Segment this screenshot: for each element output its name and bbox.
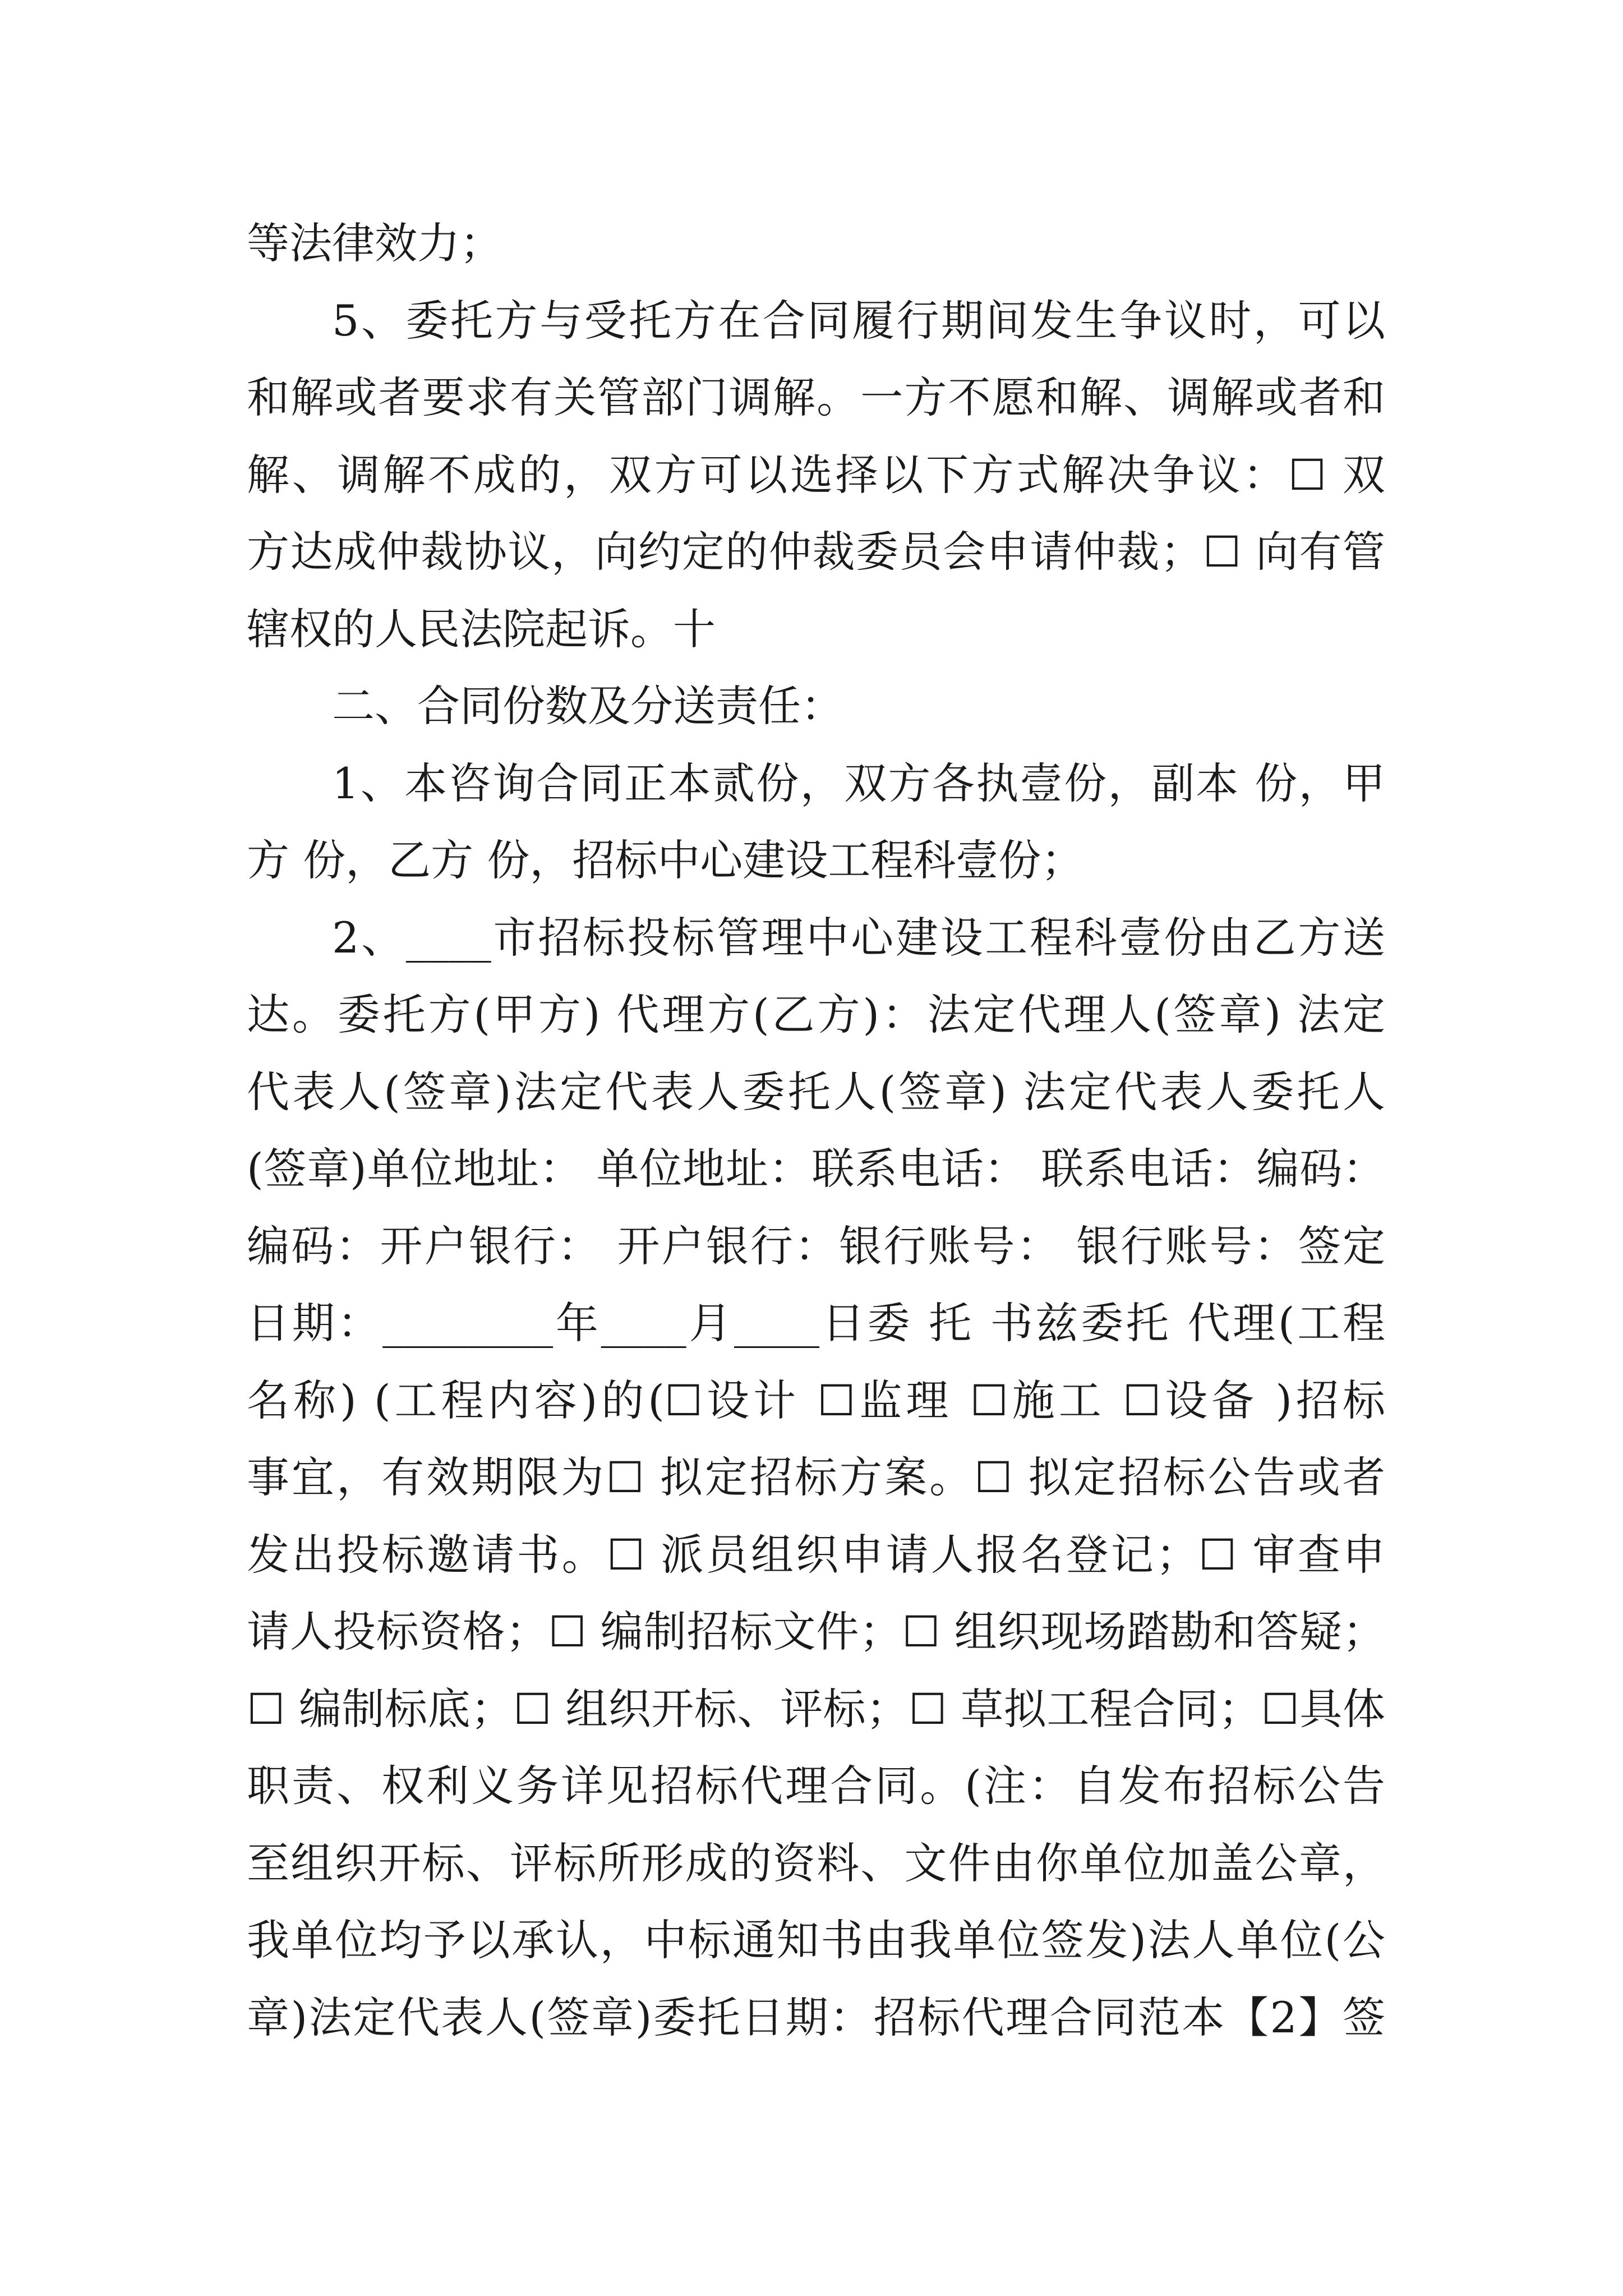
text-line: 职责、权利义务详见招标代理合同。(注：自发布招标公告: [247, 1761, 1385, 1811]
text-line: 我单位均予以承认，中标通知书由我单位签发)法人单位(公: [247, 1915, 1385, 1965]
text-line: 5、委托方与受托方在合同履行期间发生争议时，可以: [332, 295, 1385, 346]
text-line: 2、____市招标投标管理中心建设工程科壹份由乙方送: [332, 912, 1385, 963]
text-line: 和解或者要求有关管部门调解。一方不愿和解、调解或者和: [247, 372, 1385, 422]
text-line: 章)法定代表人(签章)委托日期：招标代理合同范本【2】签: [247, 1992, 1385, 2042]
text-line: 日期：________年____月____日委 托 书兹委托 代理(工程: [247, 1298, 1385, 1348]
text-line: 名称) (工程内容)的(☐设计 ☐监理 ☐施工 ☐设备 )招标: [247, 1375, 1385, 1425]
text-line: 请人投标资格；☐ 编制招标文件；☐ 组织现场踏勘和答疑；: [247, 1607, 1385, 1657]
text-line: 辖权的人民法院起诉。十: [247, 604, 716, 654]
text-line: 编码：开户银行： 开户银行：银行账号： 银行账号：签定: [247, 1221, 1385, 1271]
text-line: 方达成仲裁协议，向约定的仲裁委员会申请仲裁；☐ 向有管: [247, 527, 1385, 577]
text-line: 达。委托方(甲方) 代理方(乙方)：法定代理人(签章) 法定: [247, 990, 1385, 1039]
text-line: 代表人(签章)法定代表人委托人(签章) 法定代表人委托人: [247, 1066, 1385, 1117]
document-body: [247, 205, 1385, 2056]
text-line: 事宜，有效期限为☐ 拟定招标方案。☐ 拟定招标公告或者: [247, 1452, 1385, 1502]
text-line: 等法律效力；: [247, 218, 502, 268]
text-line: 解、调解不成的，双方可以选择以下方式解决争议：☐ 双: [247, 449, 1385, 500]
text-line: (签章)单位地址： 单位地址：联系电话： 联系电话：编码：: [247, 1144, 1385, 1194]
text-line: 1、本咨询合同正本贰份，双方各执壹份，副本 份，甲: [332, 758, 1385, 808]
section-heading: 二、合同份数及分送责任：: [332, 681, 843, 731]
text-line: 至组织开标、评标所形成的资料、文件由你单位加盖公章，: [247, 1838, 1385, 1888]
text-line: ☐ 编制标底；☐ 组织开标、评标；☐ 草拟工程合同；☐具体: [247, 1683, 1385, 1734]
text-line: 方 份，乙方 份，招标中心建设工程科壹份；: [247, 835, 1084, 885]
text-line: 发出投标邀请书。☐ 派员组织申请人报名登记；☐ 审查申: [247, 1529, 1385, 1580]
